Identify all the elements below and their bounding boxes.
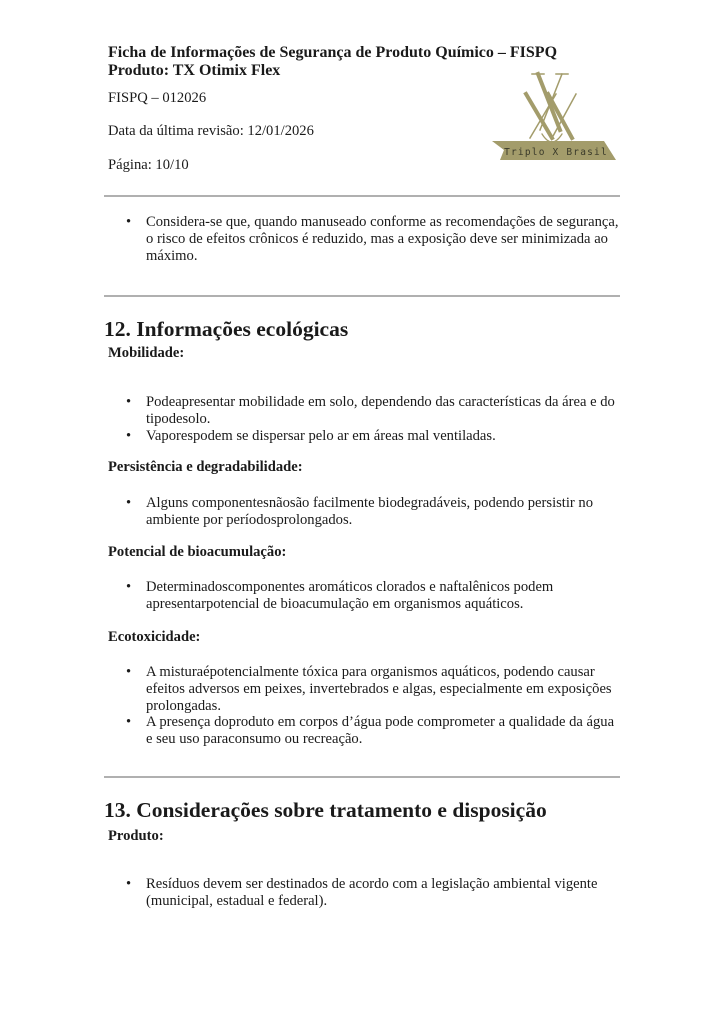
list-item: • A presença doproduto em corpos d’água pode comprometer a qualidade da água e seu uso paraconsumo ou recreação.	[126, 714, 615, 748]
divider	[104, 295, 620, 297]
list-item: • Alguns componentesnãosão facilmente biodegradáveis, podendo persistir no ambiente por períodosprolongados.	[126, 495, 594, 528]
bioaccumulation-bullets	[108, 579, 623, 613]
list-item: • Resíduos devem ser destinados de acordo com a legislação ambiental vigente (municipal, estadual e federal).	[126, 876, 598, 909]
list-item: • A misturaépotencialmente tóxica para organismos aquáticos, podendo causar efeitos adversos em peixes, invertebrados e algas, especialmente em exposições prolongadas.	[126, 664, 612, 714]
list-item: • Vaporespodem se dispersar pelo ar em áreas mal ventiladas.	[126, 427, 496, 444]
page-number: Página: 10/10	[108, 157, 189, 173]
mobility-bullets	[108, 394, 623, 444]
product-bullets	[108, 876, 623, 910]
ecotoxicity-heading: Ecotoxicidade:	[108, 629, 201, 645]
divider	[104, 195, 620, 197]
mobility-heading: Mobilidade:	[108, 345, 185, 361]
product-heading: Produto:	[108, 828, 164, 844]
section-12-title: 12. Informações ecológicas	[104, 317, 349, 341]
logo-text: Triplo X Brasil	[504, 147, 608, 158]
bioaccumulation-heading: Potencial de bioacumulação:	[108, 544, 287, 560]
fispq-code: FISPQ – 012026	[108, 90, 207, 106]
divider	[104, 776, 620, 778]
intro-bullets	[108, 214, 623, 264]
section-13-title: 13. Considerações sobre tratamento e disposição	[104, 798, 547, 822]
list-item: • Podeapresentar mobilidade em solo, dependendo das características da área e do tipodesolo.	[126, 394, 615, 427]
triplo-x-logo-icon	[490, 70, 618, 166]
company-logo	[490, 70, 618, 166]
product-name: Produto: TX Otimix Flex	[108, 62, 281, 79]
list-item: • Determinadoscomponentes aromáticos clorados e naftalênicos podem apresentarpotencial de bioacumulação em organismos aquáticos.	[126, 579, 554, 612]
revision-date: Data da última revisão: 12/01/2026	[108, 123, 314, 139]
persistence-heading: Persistência e degradabilidade:	[108, 459, 303, 475]
ecotoxicity-bullets	[108, 664, 623, 748]
list-item: • Considera-se que, quando manuseado conforme as recomendações de segurança, o risco de efeitos crônicos é reduzido, mas a exposição deve ser minimizada ao máximo.	[126, 214, 619, 264]
persistence-bullets	[108, 495, 623, 529]
document-title: Ficha de Informações de Segurança de Produto Químico – FISPQ	[108, 44, 558, 61]
